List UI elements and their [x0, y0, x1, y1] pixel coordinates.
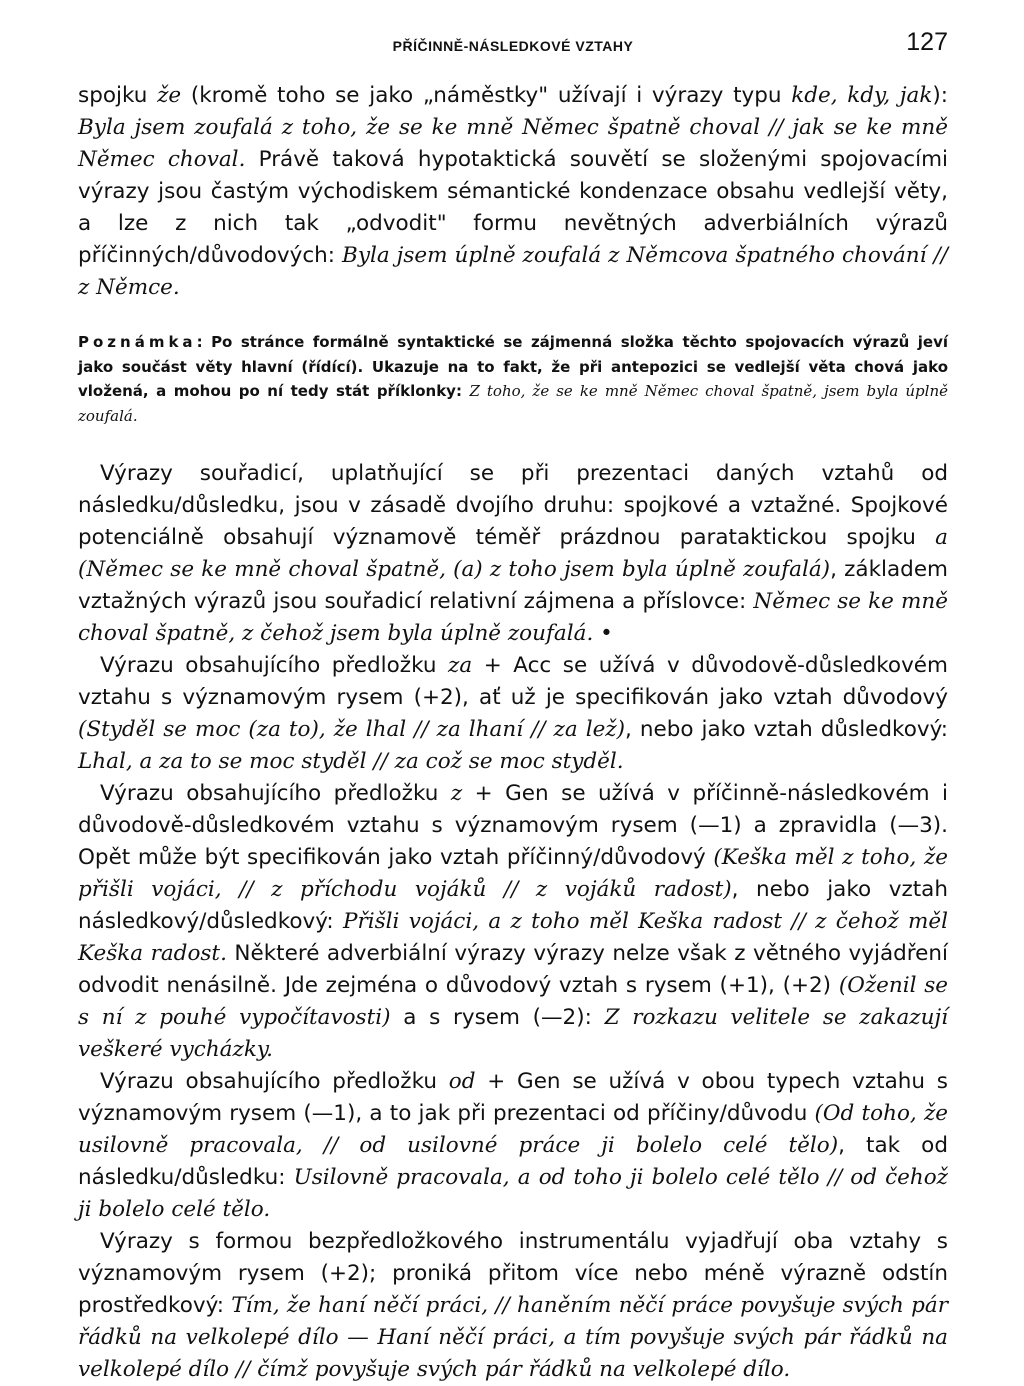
- example-sentence: (Od toho, že usilovně pracovala, // od usilovné práce ji bolelo celé tělo): [78, 1101, 948, 1158]
- text-run: Výrazu obsahujícího předložku: [100, 781, 451, 806]
- example-word: že: [157, 83, 182, 108]
- text-run: Právě taková hypotaktická souvětí se složenými spojovacími výrazy jsou častým východiskem sémantické kondenzace obsahu vedlejší věty, a lze z nich tak „odvodit" formu nevětných adverbiálních výrazů příčinných/důvodových:: [78, 147, 949, 268]
- page-header: [78, 24, 948, 70]
- example-sentence: a (Němec se ke mně choval špatně, (a) z toho jsem byla úplně zoufalá): [78, 525, 948, 582]
- example-sentence: (Oženil se s ní z pouhé vypočítavosti): [78, 973, 948, 1030]
- text-run: a s rysem (—2):: [390, 1005, 605, 1030]
- example-sentence: Přišli vojáci, a z toho měl Keška radost // z čehož měl Keška radost.: [78, 909, 948, 966]
- example-sentence: (Keška měl z toho, že přišli vojáci, // z příchodu vojáků // z vojáků radost): [78, 845, 948, 902]
- text-run: , nebo jako vztah důsledkový:: [625, 717, 949, 742]
- text-run: ):: [932, 83, 949, 108]
- paragraph-od-gen: [78, 1066, 948, 1226]
- example-sentence: Lhal, a za to se moc styděl // za což se moc styděl.: [78, 749, 624, 774]
- example-sentence: Byla jsem zoufalá z toho, že se ke mně Němec špatně choval // jak se ke mně Němec choval.: [78, 115, 948, 172]
- note-label: Poznámka: [78, 333, 197, 351]
- text-run: Některé adverbiální výrazy výrazy nelze však z větného vyjádření odvodit nenásilně. Jde zejména o důvodový vztah s rysem (+1), (+2): [78, 941, 948, 998]
- page-number: 127: [906, 28, 948, 56]
- text-run: + Acc se užívá v důvodově-důsledkovém vztahu s významovým rysem (+2), ať už je specifikován jako vztah důvodový: [78, 653, 948, 710]
- running-title: PŘÍČINNĚ-NÁSLEDKOVÉ VZTAHY: [392, 38, 634, 54]
- example-sentence: Z rozkazu velitele se zakazují veškeré vycházky.: [78, 1005, 948, 1062]
- example-words: kde, kdy, jak: [791, 83, 933, 108]
- text-run: Výrazu obsahujícího předložku: [100, 1069, 449, 1094]
- book-page: [78, 24, 948, 1386]
- text-run: spojku: [78, 83, 158, 108]
- paragraph-continuation: [78, 80, 948, 304]
- text-run: + Gen se užívá v obou typech vztahu s významovým rysem (—1), a to jak při prezentaci od příčiny/důvodu: [78, 1069, 948, 1126]
- text-run: , tak od následku/důsledku:: [78, 1133, 948, 1190]
- text-run: + Gen se užívá v příčinně-následkovém i důvodově-důsledkovém vztahu s významovým rysem (—1) a zpravidla (—3). Opět může být specifikován jako vztah příčinný/důvodový: [78, 781, 948, 870]
- paragraph-instrumental: [78, 1226, 948, 1386]
- example-sentence: (Styděl se moc (za to), že lhal // za lhaní // za lež): [78, 717, 626, 742]
- text-run: Výrazy souřadicí, uplatňující se při prezentaci daných vztahů od následku/důsledku, jsou v zásadě dvojího druhu: spojkové a vztažné. Spojkové potenciálně obsahují významově téměř prázdnou parataktickou spojku: [78, 461, 948, 550]
- example-word: z: [450, 781, 463, 806]
- example-sentence: Usilovně pracovala, a od toho ji bolelo celé tělo // od čehož ji bolelo celé tělo.: [78, 1165, 949, 1222]
- text-run: Výrazy s formou bezpředložkového instrumentálu vyjadřují oba vztahy s významovým rysem (+2); proniká přitom více nebo méně výrazně odstín prostředkový:: [78, 1229, 948, 1318]
- example-sentence: Byla jsem úplně zoufalá z Němcova špatného chování // z Němce.: [78, 243, 948, 300]
- text-run: , základem vztažných výrazů jsou souřadicí relativní zájmena a příslovce:: [78, 557, 948, 614]
- paragraph-za-acc: [78, 650, 948, 778]
- text-run: •: [593, 621, 613, 646]
- example-word: od: [448, 1069, 476, 1094]
- note-paragraph: [78, 330, 948, 428]
- text-run: (kromě toho se jako „náměstky" užívají i výrazy typu: [181, 83, 792, 108]
- example-word: za: [448, 653, 473, 678]
- example-sentence: Tím, že haní něčí práci, // haněním něčí práce povyšuje svých pár řádků na velkolepé dílo — Haní něčí práci, a tím povyšuje svých pár řádků na velkolepé dílo // čímž povyšuje svých pár řádků na velkolepé dílo.: [78, 1293, 948, 1382]
- example-sentence: Z toho, že se ke mně Němec choval špatně, jsem byla úplně zoufalá.: [78, 382, 948, 425]
- example-sentence: Němec se ke mně choval špatně, z čehož jsem byla úplně zoufalá.: [78, 589, 948, 646]
- paragraph-z-gen: [78, 778, 948, 1066]
- text-run: : Po stránce formálně syntaktické se zájmenná složka těchto spojovacích výrazů jeví jako součást věty hlavní (řídící). Ukazuje na to fakt, že při antepozici se vedlejší věta chová jako vložená, a mohou po ní tedy stát příklonky:: [78, 333, 948, 400]
- text-run: Výrazu obsahujícího předložku: [100, 653, 449, 678]
- text-run: , nebo jako vztah následkový/důsledkový:: [78, 877, 948, 934]
- paragraph-coordinate-expressions: [78, 458, 948, 650]
